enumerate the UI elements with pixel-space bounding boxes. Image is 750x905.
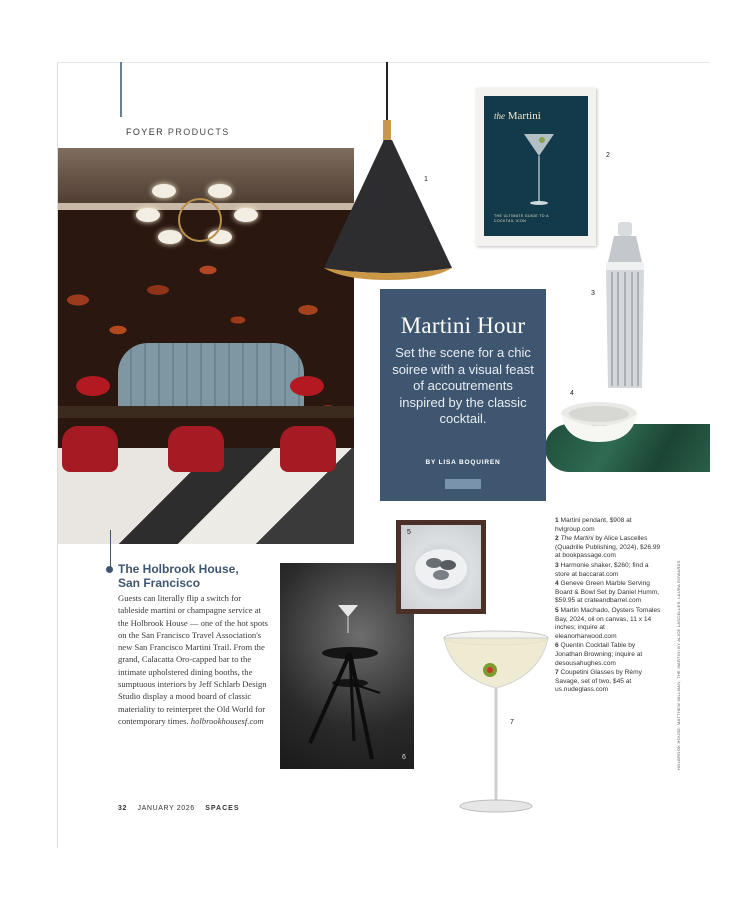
- article-title: [118, 562, 239, 590]
- product-item-number: 6: [555, 642, 559, 650]
- folio: [118, 805, 240, 812]
- headline-bar: [445, 479, 481, 489]
- product-item-4: [555, 580, 663, 606]
- product-item-number: 3: [555, 561, 559, 569]
- product-item-2: [555, 535, 663, 561]
- headline-dek: Set the scene for a chic soiree with a visual feast of accoutrements inspired by the classic cocktail.: [392, 345, 534, 426]
- headline-box: [380, 289, 546, 501]
- product-item-text: Geneve Green Marble Serving Board & Bowl Set by Daniel Humm, $59.95 at crateandbarrel.com: [555, 580, 660, 605]
- product-item-title: The Martini: [560, 535, 594, 543]
- flower-arrangement: [76, 376, 110, 396]
- harmonie-shaker: [600, 222, 650, 390]
- flower-arrangement: [290, 376, 324, 396]
- book-cover-martini: Martini: [507, 110, 541, 122]
- magazine-name: SPACES: [205, 805, 240, 812]
- quentin-cocktail-table-photo: [280, 563, 414, 769]
- pendant-socket: [383, 120, 391, 142]
- painting-canvas: [401, 525, 481, 609]
- product-item-1: [555, 517, 663, 534]
- chandelier: [148, 178, 268, 258]
- product-item-text: Martini pendant, $908 at hvlgroup.com: [555, 517, 632, 533]
- product-item-number: 7: [555, 669, 559, 677]
- article-body: [118, 592, 270, 727]
- marble-bowl: [560, 400, 638, 444]
- section-label: [126, 127, 230, 137]
- product-item-7: [555, 669, 663, 695]
- product-number-7: 7: [510, 719, 514, 726]
- product-item-text: Quentin Cocktail Table by Jonathan Browning; inquire at desousahughes.com: [555, 642, 643, 667]
- product-item-text: Harmonie shaker, $260; find a store at baccarat.com: [555, 561, 649, 578]
- product-item-number: 2: [555, 535, 559, 543]
- book-cover-subtitle: THE ULTIMATE GUIDE TO A COCKTAIL ICON: [494, 214, 549, 223]
- article-text: Guests can literally flip a switch for tableside martini or champagne service at the Holbrook House — one of the hot spots on the San Francisco Travel Association's new San Francisco Martini Trail. From the grand, Calacatta Oro-capped bar to the intimate upholstered dining booths, the sumptuous interiors by Jeff Schlarb Design Studio display a mood board of classic materiality to reinterpret the Old World for contemporary times.: [118, 593, 268, 726]
- red-velvet-chair: [62, 426, 118, 472]
- product-number-4: 4: [570, 390, 574, 397]
- product-item-5: [555, 607, 663, 641]
- product-number-1: 1: [424, 176, 428, 183]
- article-title-line1: The Holbrook House,: [118, 562, 239, 576]
- article-title-line2: San Francisco: [118, 576, 201, 590]
- red-velvet-chair: [280, 426, 336, 472]
- oyster-plate: [401, 525, 481, 609]
- photo-credit: [676, 508, 683, 770]
- byline: BY LISA BOQUIREN: [425, 459, 501, 466]
- article-bullet: [106, 566, 113, 573]
- article-link[interactable]: holbrookhousesf.com: [190, 715, 264, 726]
- product-item-3: [555, 562, 663, 579]
- product-item-text: Coupetini Glasses by Rémy Savage, set of two, $45 at us.nudeglass.com: [555, 669, 642, 694]
- pendant-cord: [386, 62, 388, 122]
- product-number-2: 2: [606, 152, 610, 159]
- product-number-3: 3: [591, 290, 595, 297]
- product-item-number: 5: [555, 606, 559, 614]
- product-item-number: 1: [555, 517, 559, 524]
- tufted-banquette: [118, 343, 304, 413]
- the-martini-book: [476, 88, 596, 246]
- product-item-text: Martin Machado, Oysters Tomales Bay, 2024, oil on canvas, 11 x 14 inches; inquire at eleanorharwood.com: [555, 606, 661, 640]
- headline-title: Martini Hour: [400, 313, 526, 338]
- article-rule: [110, 530, 111, 570]
- cocktail-table: [280, 563, 414, 769]
- martini-pendant-photo: [322, 62, 454, 280]
- section-label-foyer: FOYER: [126, 127, 165, 137]
- product-item-number: 4: [555, 580, 559, 588]
- photo-credit-text: HOLBROOK HOUSE: MATTHEW MILLMAN; THE MARTINI BY ALICE LASCELLES: LAURA EDWARDS: [676, 560, 681, 770]
- section-rule: [120, 62, 122, 117]
- page-number: 32: [118, 805, 127, 812]
- book-cover: [484, 96, 588, 236]
- product-number-6: 6: [402, 754, 406, 761]
- section-label-products: PRODUCTS: [167, 127, 230, 137]
- book-cover-the: the: [494, 111, 505, 121]
- pendant-shade: [322, 140, 454, 280]
- product-number-5: 5: [407, 529, 411, 536]
- holbrook-house-photo: [58, 148, 354, 544]
- dining-tables: [58, 406, 354, 418]
- product-item-6: [555, 642, 663, 668]
- issue-date: JANUARY 2026: [137, 805, 195, 812]
- product-credits-list: [555, 517, 663, 696]
- coupetini-glass: [442, 630, 550, 816]
- product-item-text: by Alice Lascelles (Quadrille Publishing, 2024), $26.99 at bookpassage.com: [555, 535, 661, 560]
- red-velvet-chair: [168, 426, 224, 472]
